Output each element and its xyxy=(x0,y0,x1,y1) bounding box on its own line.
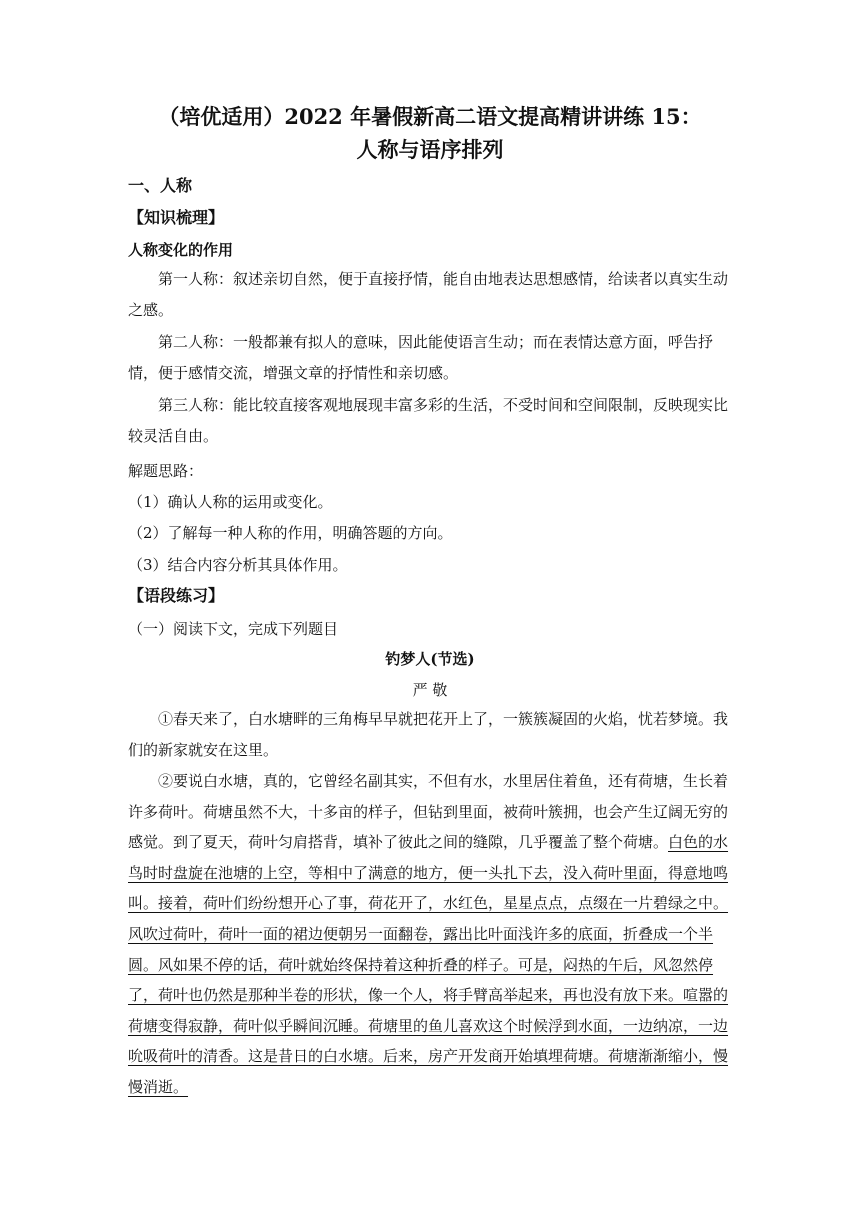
step-2: （2）了解每一种人称的作用，明确答题的方向。 xyxy=(128,524,453,542)
sub-heading: 人称变化的作用 xyxy=(128,241,234,259)
third-person-paragraph: 第三人称：能比较直接客观地展现丰富多彩的生活，不受时间和空间限制，反映现实比较灵活自由。 xyxy=(128,396,729,445)
approach-label: 解题思路： xyxy=(128,462,204,480)
paragraph-2-plain: ②要说白水塘，真的，它曾经名副其实，不但有水，水里居住着鱼，还有荷塘，生长着许多荷叶。荷塘虽然不大，十多亩的样子，但钻到里面，被荷叶簇拥，也会产生辽阔无穷的感觉。到了夏天，荷叶匀肩搭背，填补了彼此之间的缝隙，几乎覆盖了整个荷塘。 xyxy=(128,772,729,852)
knowledge-heading: 【知识梳理】 xyxy=(128,208,225,227)
step-1: （1）确认人称的运用或变化。 xyxy=(128,493,333,511)
practice-heading: 【语段练习】 xyxy=(128,586,225,605)
article-title: 钓梦人(节选) xyxy=(385,650,475,668)
step-3: （3）结合内容分析其具体作用。 xyxy=(128,556,348,574)
document-title-line1: （培优适用）2022 年暑假新高二语文提高精讲讲练 15： xyxy=(158,104,702,129)
paragraph-2-underlined: 白色的水鸟时时盘旋在池塘的上空，等相中了满意的地方，便一头扎下去，没入荷叶里面，得意地鸣叫。接着，荷叶们纷纷想开心了事，荷花开了，水红色，星星点点，点缀在一片碧绿之中。风吹过荷叶，荷叶一面的裙边便朝另一面翻卷，露出比叶面浅许多的底面，折叠成一个半圆。风如果不停的话，荷叶就始终保持着这种折叠的样子。可是，闷热的午后，风忽然停了，荷叶也仍然是那种半卷的形状，像一个人，将手臂高举起来，再也没有放下来。喧嚣的荷塘变得寂静，荷叶似乎瞬间沉睡。荷塘里的鱼儿喜欢这个时候浮到水面，一边纳凉，一边吮吸荷叶的清香。这是昔日的白水塘。后来，房产开发商开始填埋荷塘。荷塘渐渐缩小，慢慢消逝。 xyxy=(128,833,729,1096)
document-title-line2: 人称与语序排列 xyxy=(356,137,504,162)
first-person-paragraph: 第一人称：叙述亲切自然，便于直接抒情，能自由地表达思想感情，给读者以真实生动之感。 xyxy=(128,270,729,319)
article-author: 严 敬 xyxy=(412,681,448,699)
reading-intro: （一）阅读下文，完成下列题目 xyxy=(128,620,339,638)
article-paragraph-2 xyxy=(128,766,730,1103)
section-heading-person: 一、人称 xyxy=(128,176,193,195)
second-person-paragraph: 第二人称：一般都兼有拟人的意味，因此能使语言生动；而在表情达意方面，呼告抒情，便于感情交流，增强文章的抒情性和亲切感。 xyxy=(128,333,714,382)
article-paragraph-1: ①春天来了，白水塘畔的三角梅早早就把花开上了，一簇簇凝固的火焰，忧若梦境。我们的新家就安在这里。 xyxy=(128,710,729,759)
